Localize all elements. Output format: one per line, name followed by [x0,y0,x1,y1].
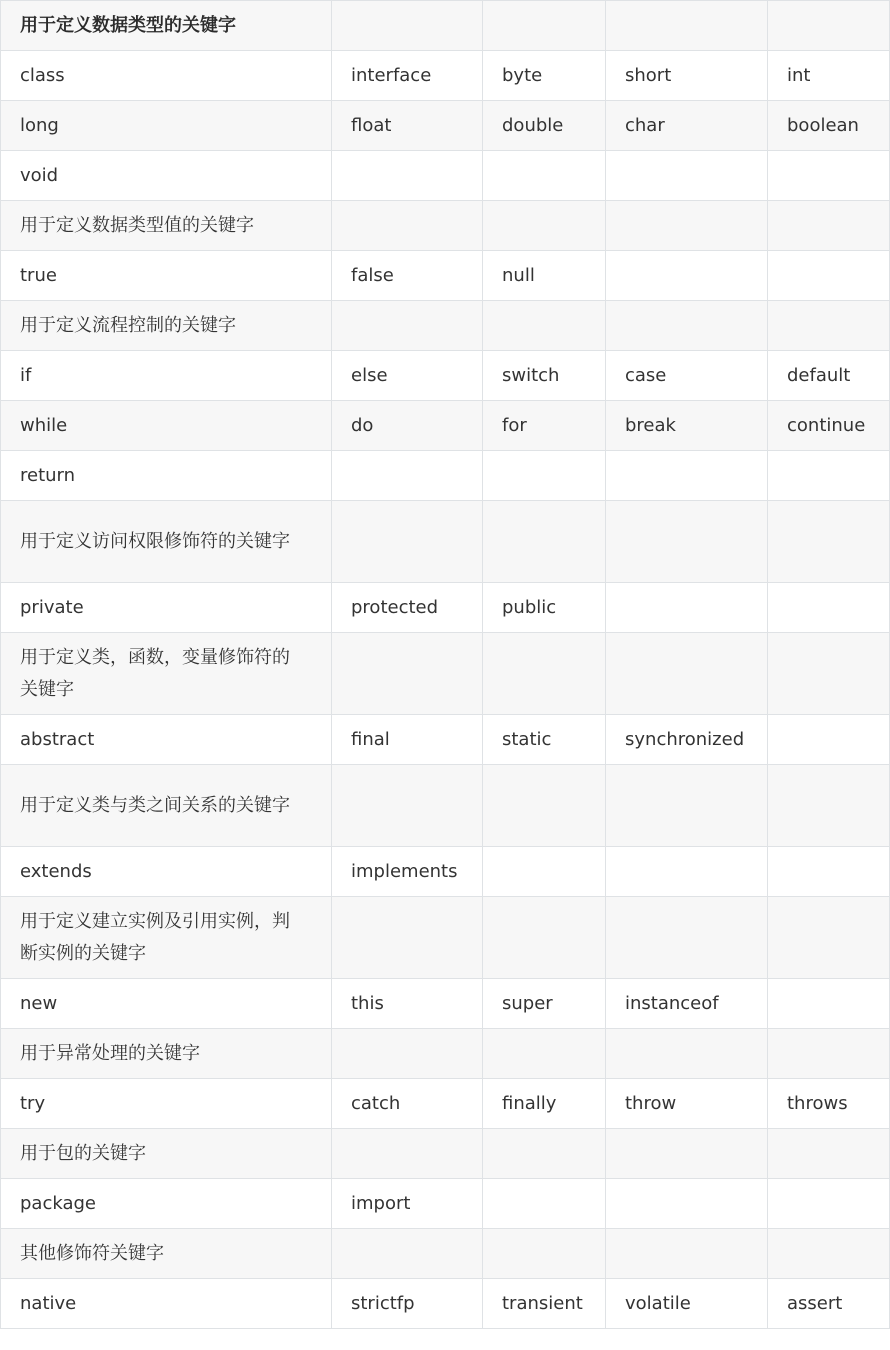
table-cell [332,897,483,979]
table-cell [483,633,606,715]
table-cell [332,1,483,51]
table-cell [768,847,890,897]
table-cell: do [332,401,483,451]
table-cell [768,715,890,765]
table-cell [768,251,890,301]
table-cell: return [1,451,332,501]
table-cell: if [1,351,332,401]
table-row [1,51,890,101]
table-cell: extends [1,847,332,897]
table-row [1,101,890,151]
table-cell [606,501,768,583]
table-cell: interface [332,51,483,101]
table-cell: case [606,351,768,401]
table-row [1,401,890,451]
table-row [1,715,890,765]
table-cell: 用于定义数据类型值的关键字 [1,201,332,251]
table-row [1,765,890,847]
table-cell: instanceof [606,979,768,1029]
table-cell: super [483,979,606,1029]
table-cell: continue [768,401,890,451]
table-cell [768,1,890,51]
table-cell [768,501,890,583]
table-cell: 用于定义数据类型的关键字 [1,1,332,51]
table-cell [768,201,890,251]
table-cell: double [483,101,606,151]
table-cell [606,201,768,251]
table-cell [768,979,890,1029]
table-cell [606,1,768,51]
table-cell [332,1229,483,1279]
table-row [1,583,890,633]
table-row [1,501,890,583]
table-cell [768,451,890,501]
table-cell: try [1,1079,332,1129]
table-cell: transient [483,1279,606,1329]
table-cell: 用于定义访问权限修饰符的关键字 [1,501,332,583]
table-cell [332,451,483,501]
table-cell [483,151,606,201]
table-row [1,1179,890,1229]
table-cell [606,765,768,847]
table-cell: null [483,251,606,301]
table-cell [332,633,483,715]
table-cell: throws [768,1079,890,1129]
table-cell: assert [768,1279,890,1329]
table-cell: char [606,101,768,151]
table-cell: volatile [606,1279,768,1329]
table-cell [332,1029,483,1079]
table-cell: public [483,583,606,633]
table-cell: default [768,351,890,401]
table-cell: true [1,251,332,301]
table-cell: void [1,151,332,201]
table-cell [606,1179,768,1229]
table-cell: class [1,51,332,101]
table-cell [332,501,483,583]
table-cell: static [483,715,606,765]
table-cell: throw [606,1079,768,1129]
table-cell [606,1229,768,1279]
table-cell: new [1,979,332,1029]
table-cell: boolean [768,101,890,151]
table-cell: native [1,1279,332,1329]
table-cell: for [483,401,606,451]
table-row [1,451,890,501]
table-cell [768,897,890,979]
table-cell [768,583,890,633]
table-cell [332,1129,483,1179]
table-row [1,1029,890,1079]
table-row [1,351,890,401]
table-cell: package [1,1179,332,1229]
table-cell: catch [332,1079,483,1129]
table-cell: 用于定义建立实例及引用实例，判断实例的关键字 [1,897,332,979]
table-cell [768,1179,890,1229]
table-body [1,1,890,1329]
table-cell [332,765,483,847]
table-cell [483,1179,606,1229]
table-cell [332,151,483,201]
table-cell [483,897,606,979]
table-cell: 用于定义流程控制的关键字 [1,301,332,351]
table-cell: final [332,715,483,765]
table-cell [332,301,483,351]
table-row [1,1,890,51]
table-row [1,151,890,201]
table-cell: int [768,51,890,101]
table-cell: finally [483,1079,606,1129]
table-cell [483,1229,606,1279]
table-row [1,201,890,251]
table-row [1,301,890,351]
table-cell: false [332,251,483,301]
table-row [1,979,890,1029]
table-cell: 用于定义类与类之间关系的关键字 [1,765,332,847]
table-cell [768,633,890,715]
table-cell: protected [332,583,483,633]
table-row [1,1279,890,1329]
table-cell: switch [483,351,606,401]
table-cell [606,1029,768,1079]
table-cell: while [1,401,332,451]
table-cell [483,1129,606,1179]
table-cell [483,847,606,897]
table-cell: float [332,101,483,151]
table-cell: short [606,51,768,101]
table-cell: abstract [1,715,332,765]
table-row [1,251,890,301]
table-cell: synchronized [606,715,768,765]
table-cell [606,1129,768,1179]
table-row [1,897,890,979]
table-cell [606,151,768,201]
table-cell: 用于定义类，函数，变量修饰符的关键字 [1,633,332,715]
table-row [1,1079,890,1129]
table-cell [768,301,890,351]
table-cell: break [606,401,768,451]
table-cell [606,897,768,979]
table-cell [606,847,768,897]
table-cell [606,633,768,715]
table-cell: 用于包的关键字 [1,1129,332,1179]
table-cell [606,583,768,633]
table-cell [483,201,606,251]
table-cell [768,151,890,201]
table-cell: 用于异常处理的关键字 [1,1029,332,1079]
table-cell [483,1029,606,1079]
table-cell [606,251,768,301]
table-cell: 其他修饰符关键字 [1,1229,332,1279]
table-cell [768,1129,890,1179]
table-cell [483,451,606,501]
table-cell: strictfp [332,1279,483,1329]
table-cell: private [1,583,332,633]
table-cell [606,301,768,351]
table-cell [606,451,768,501]
table-cell: this [332,979,483,1029]
table-row [1,1129,890,1179]
table-cell [483,301,606,351]
table-cell: implements [332,847,483,897]
table-cell [768,1029,890,1079]
table-row [1,847,890,897]
table-cell [483,501,606,583]
table-cell [483,765,606,847]
table-cell: long [1,101,332,151]
table-cell [483,1,606,51]
table-cell: else [332,351,483,401]
table-cell [332,201,483,251]
table-cell [768,765,890,847]
table-row [1,1229,890,1279]
table-cell: byte [483,51,606,101]
table-cell: import [332,1179,483,1229]
table-cell [768,1229,890,1279]
table-row [1,633,890,715]
